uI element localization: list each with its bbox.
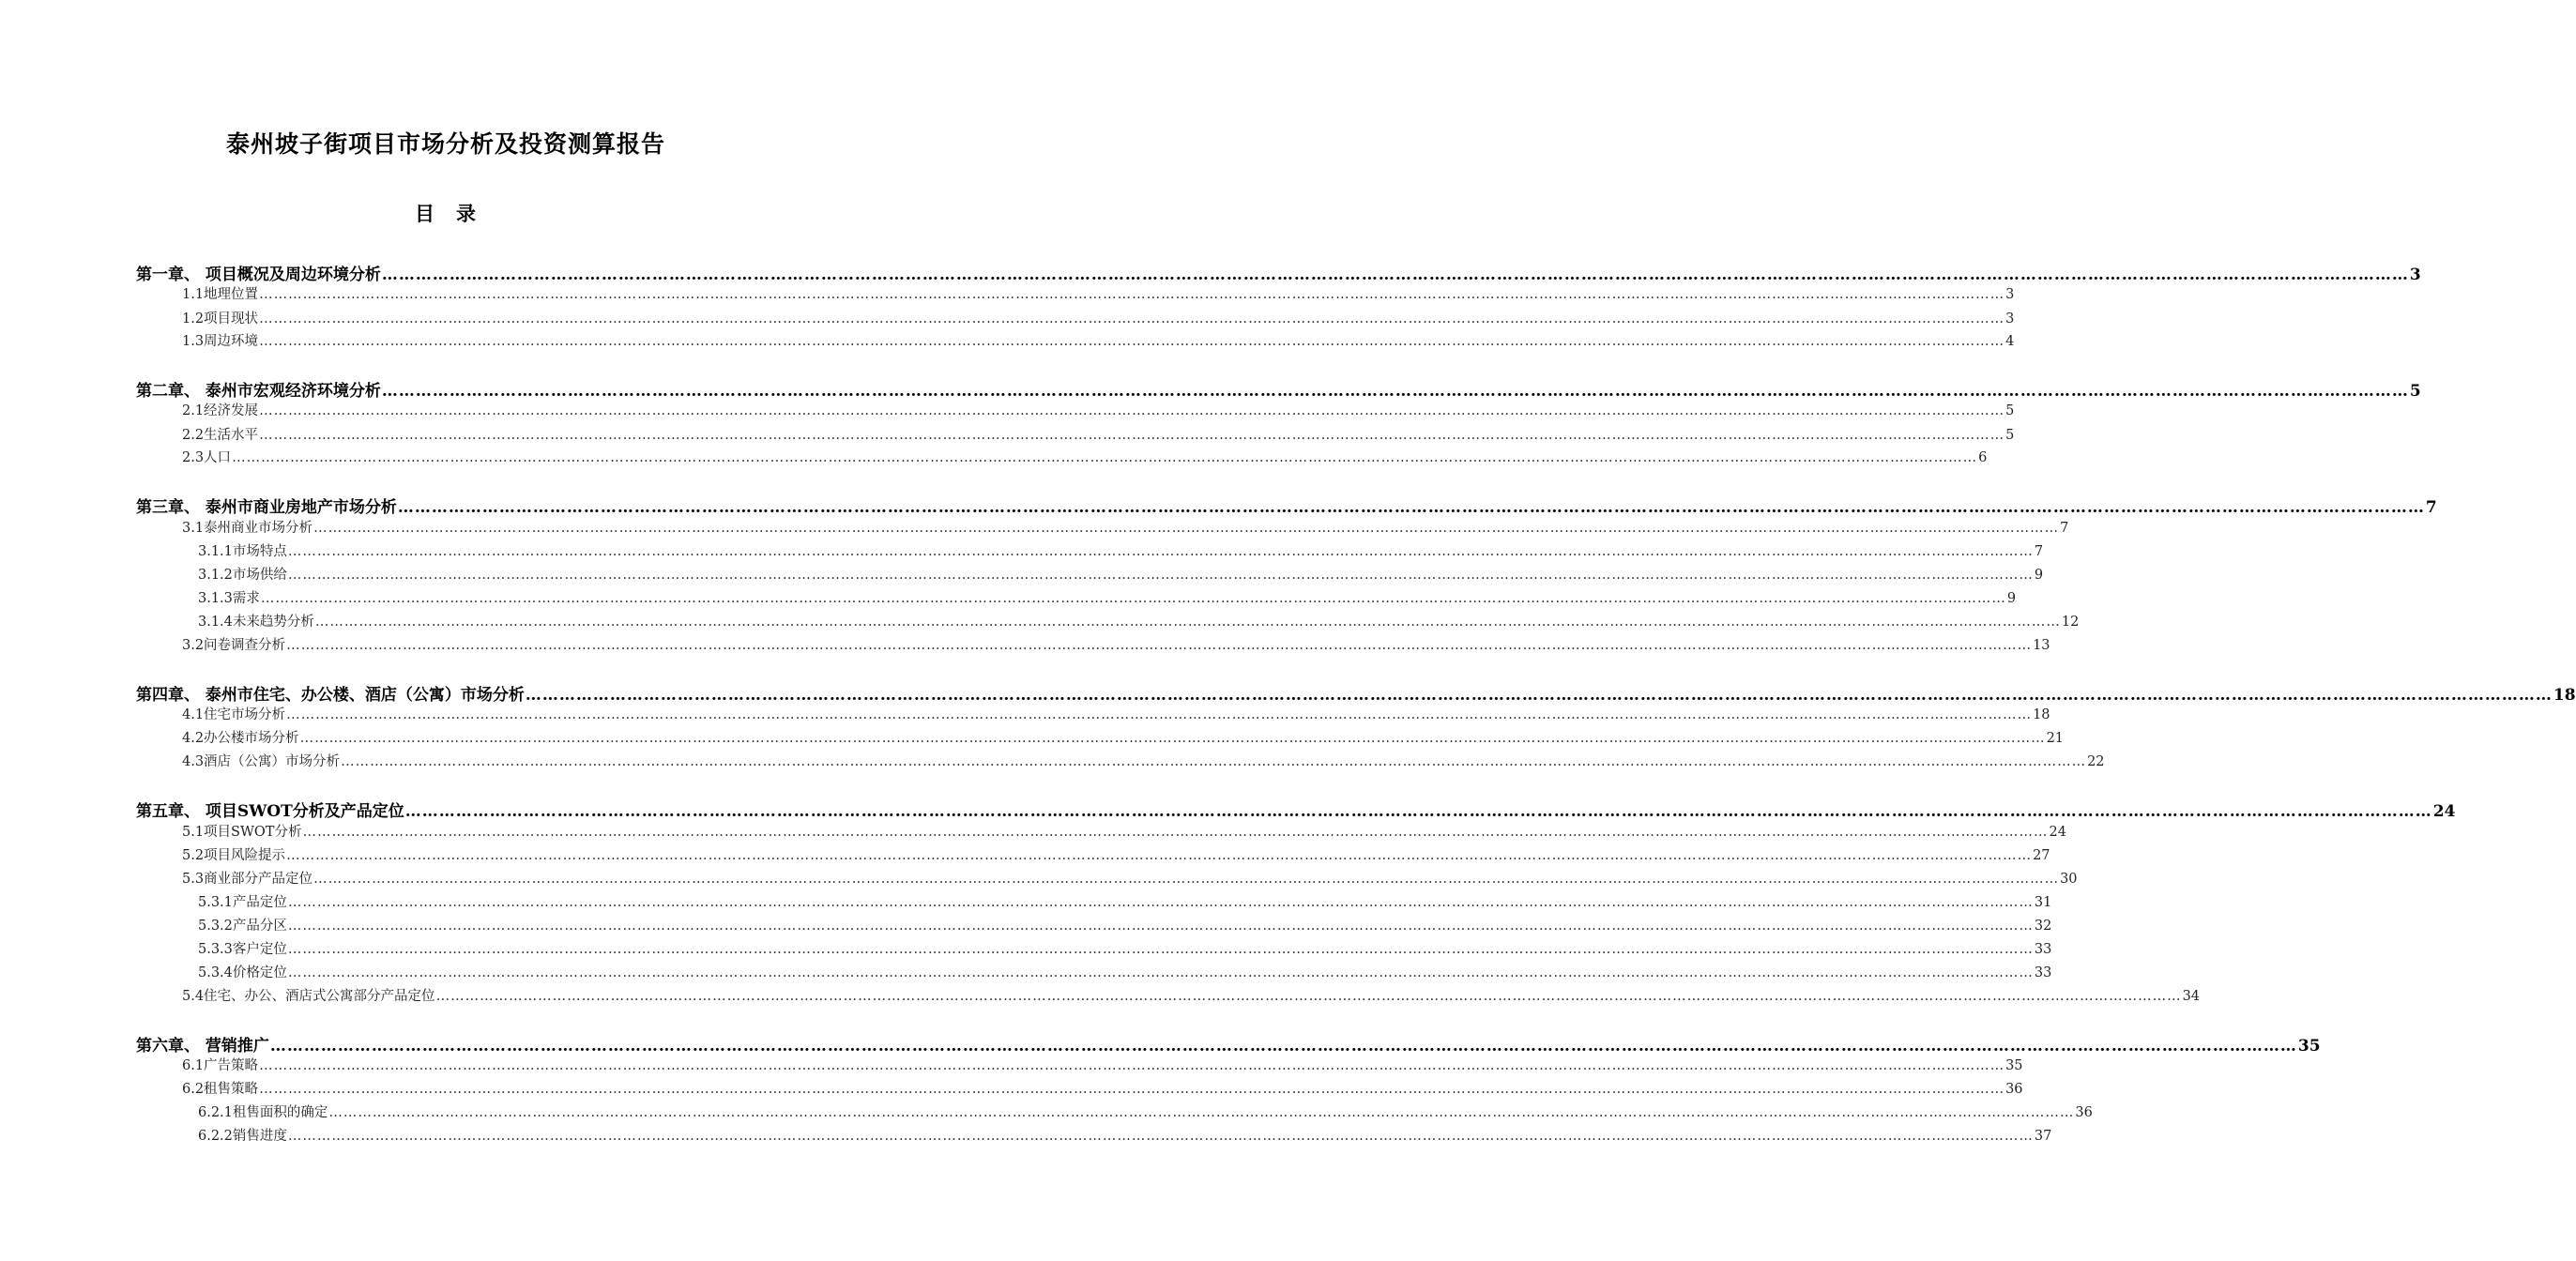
toc-entry-page-number: 13 (2033, 638, 2050, 653)
toc-section-entry[interactable] (182, 821, 2066, 841)
toc-heading-char-2: 录 (456, 202, 477, 225)
toc-leader-dots: ……………………………………………………………………………………………………………………………………………………………………………………………………………………………………………………………………………………………………………………………… (299, 731, 2046, 746)
toc-section-entry[interactable] (198, 540, 2044, 560)
toc-leader-dots: ……………………………………………………………………………………………………………………………………………………………………………………………………………………………………………………………………………………………………………………………… (313, 521, 2060, 536)
toc-entry-page-number: 9 (2006, 591, 2017, 606)
toc-entry-page-number: 12 (2061, 615, 2080, 630)
toc-leader-dots: ……………………………………………………………………………………………………………………………………………………………………………………………………………………………………………………………………………………………………………………………… (525, 686, 2553, 705)
toc-leader-dots: ……………………………………………………………………………………………………………………………………………………………………………………………………………………………………………………………………………………………………………………………… (381, 266, 2409, 284)
toc-entry-label: 5.3.2产品分区 (198, 919, 287, 934)
toc-entry-label: 3.1.2市场供给 (198, 568, 287, 583)
toc-section-entry[interactable] (182, 985, 2201, 1005)
toc-leader-dots: ……………………………………………………………………………………………………………………………………………………………………………………………………………………………………………………………………………………………………………………………… (286, 638, 2033, 653)
toc-entry-label: 第四章、 泰州市住宅、办公楼、酒店（公寓）市场分析 (136, 686, 525, 705)
toc-entry-page-number: 3 (2409, 266, 2421, 284)
toc-entry-label: 3.2问卷调查分析 (182, 638, 286, 653)
toc-entry-label: 2.3人口 (182, 450, 232, 465)
toc-section-entry[interactable] (198, 891, 2052, 911)
toc-entry-page-number: 3 (2005, 287, 2015, 302)
toc-entry-label: 5.1项目SWOT分析 (182, 825, 302, 840)
toc-section-entry[interactable] (182, 400, 2015, 419)
toc-leader-dots: ……………………………………………………………………………………………………………………………………………………………………………………………………………………………………………………………………………………………………………………………… (287, 895, 2034, 910)
toc-leader-dots: ……………………………………………………………………………………………………………………………………………………………………………………………………………………………………………………………………………………………………………………………… (286, 848, 2033, 863)
toc-chapter-entry[interactable] (136, 681, 2576, 705)
toc-leader-dots: ……………………………………………………………………………………………………………………………………………………………………………………………………………………………………………………………………………………………………………………………… (287, 965, 2034, 980)
toc-leader-dots: ……………………………………………………………………………………………………………………………………………………………………………………………………………………………………………………………………………………………………………………………… (269, 1037, 2297, 1056)
toc-section-entry[interactable] (182, 308, 2015, 327)
toc-entry-label: 第五章、 项目SWOT分析及产品定位 (136, 802, 404, 821)
toc-entry-page-number: 7 (2425, 498, 2437, 517)
toc-section-entry[interactable] (198, 938, 2052, 958)
toc-entry-page-number: 6 (1978, 450, 1988, 465)
toc-entry-label: 3.1.4未来趋势分析 (198, 615, 314, 630)
toc-leader-dots: ……………………………………………………………………………………………………………………………………………………………………………………………………………………………………………………………………………………………………………………………… (259, 334, 2005, 349)
toc-entry-label: 第一章、 项目概况及周边环境分析 (136, 266, 381, 284)
toc-leader-dots: ……………………………………………………………………………………………………………………………………………………………………………………………………………………………………………………………………………………………………………………………… (259, 428, 2005, 443)
toc-entry-page-number: 37 (2034, 1129, 2052, 1144)
toc-leader-dots: ……………………………………………………………………………………………………………………………………………………………………………………………………………………………………………………………………………………………………………………………… (341, 754, 2087, 769)
document-title: 泰州坡子街项目市场分析及投资测算报告 (225, 130, 665, 158)
toc-entry-page-number: 33 (2034, 965, 2052, 980)
toc-section-entry[interactable] (182, 704, 2050, 723)
toc-entry-label: 5.3.4价格定位 (198, 965, 287, 980)
toc-entry-label: 4.3酒店（公寓）市场分析 (182, 754, 341, 769)
toc-section-entry[interactable] (182, 517, 2069, 537)
toc-section-entry[interactable] (198, 915, 2052, 934)
toc-section-entry[interactable] (182, 283, 2015, 303)
toc-entry-label: 1.3周边环境 (182, 334, 259, 349)
toc-chapter-entry[interactable] (136, 494, 2437, 517)
toc-entry-page-number: 21 (2046, 731, 2065, 746)
toc-section-entry[interactable] (182, 634, 2050, 654)
toc-entry-page-number: 18 (2553, 686, 2576, 705)
toc-leader-dots: ……………………………………………………………………………………………………………………………………………………………………………………………………………………………………………………………………………………………………………………………… (314, 615, 2061, 630)
toc-entry-label: 第二章、 泰州市宏观经济环境分析 (136, 382, 381, 401)
toc-entry-page-number: 7 (2034, 544, 2044, 559)
toc-section-entry[interactable] (198, 611, 2080, 630)
toc-entry-label: 6.2.1租售面积的确定 (198, 1105, 328, 1120)
toc-entry-label: 5.3.1产品定位 (198, 895, 287, 910)
toc-leader-dots: ……………………………………………………………………………………………………………………………………………………………………………………………………………………………………………………………………………………………………………………………… (287, 544, 2034, 559)
toc-leader-dots: ……………………………………………………………………………………………………………………………………………………………………………………………………………………………………………………………………………………………………………………………… (260, 591, 2006, 606)
toc-entry-label: 5.4住宅、办公、酒店式公寓部分产品定位 (182, 989, 435, 1004)
toc-entry-label: 6.1广告策略 (182, 1058, 259, 1073)
toc-entry-label: 5.3商业部分产品定位 (182, 872, 313, 887)
toc-section-entry[interactable] (182, 447, 1988, 466)
toc-leader-dots: ……………………………………………………………………………………………………………………………………………………………………………………………………………………………………………………………………………………………………………………………… (313, 872, 2060, 887)
toc-entry-page-number: 5 (2005, 403, 2015, 418)
toc-leader-dots: ……………………………………………………………………………………………………………………………………………………………………………………………………………………………………………………………………………………………………………………………… (287, 919, 2034, 934)
toc-entry-page-number: 34 (2182, 989, 2201, 1004)
toc-leader-dots: ……………………………………………………………………………………………………………………………………………………………………………………………………………………………………………………………………………………………………………………………… (259, 1082, 2005, 1097)
toc-entry-label: 6.2.2销售进度 (198, 1129, 287, 1144)
toc-entry-page-number: 9 (2034, 568, 2044, 583)
toc-entry-page-number: 24 (2432, 802, 2456, 821)
toc-entry-page-number: 36 (2005, 1082, 2023, 1097)
toc-entry-page-number: 24 (2049, 825, 2066, 840)
toc-entry-page-number: 35 (2005, 1058, 2023, 1073)
toc-leader-dots: ……………………………………………………………………………………………………………………………………………………………………………………………………………………………………………………………………………………………………………………………… (259, 1058, 2005, 1073)
toc-leader-dots: ……………………………………………………………………………………………………………………………………………………………………………………………………………………………………………………………………………………………………………………………… (232, 450, 1978, 465)
toc-entry-label: 4.1住宅市场分析 (182, 707, 286, 722)
toc-entry-label: 3.1.1市场特点 (198, 544, 287, 559)
toc-leader-dots: ……………………………………………………………………………………………………………………………………………………………………………………………………………………………………………………………………………………………………………………………… (259, 403, 2005, 418)
toc-section-entry[interactable] (182, 727, 2065, 747)
toc-section-entry[interactable] (198, 587, 2017, 607)
toc-entry-label: 2.2生活水平 (182, 428, 259, 443)
toc-section-entry[interactable] (182, 868, 2078, 888)
toc-entry-page-number: 36 (2075, 1105, 2093, 1120)
toc-entry-label: 第三章、 泰州市商业房地产市场分析 (136, 498, 397, 517)
toc-entry-page-number: 33 (2034, 942, 2052, 957)
toc-entry-page-number: 32 (2034, 919, 2052, 934)
toc-entry-page-number: 5 (2409, 382, 2421, 401)
toc-entry-label: 5.2项目风险提示 (182, 848, 286, 863)
toc-section-entry[interactable] (198, 1125, 2052, 1145)
toc-section-entry[interactable] (198, 1101, 2093, 1121)
toc-chapter-entry[interactable] (136, 1032, 2321, 1056)
toc-entry-page-number: 22 (2087, 754, 2105, 769)
toc-entry-page-number: 5 (2005, 428, 2015, 443)
toc-entry-page-number: 7 (2060, 521, 2069, 536)
toc-entry-page-number: 30 (2060, 872, 2078, 887)
toc-entry-page-number: 31 (2034, 895, 2052, 910)
toc-heading-char-1: 目 (415, 202, 435, 225)
toc-section-entry[interactable] (182, 1055, 2023, 1074)
toc-chapter-entry[interactable] (136, 261, 2421, 284)
toc-section-entry[interactable] (182, 424, 2015, 444)
toc-leader-dots: ……………………………………………………………………………………………………………………………………………………………………………………………………………………………………………………………………………………………………………………………… (287, 568, 2034, 583)
toc-entry-label: 3.1泰州商业市场分析 (182, 521, 313, 536)
toc-entry-page-number: 27 (2033, 848, 2050, 863)
toc-section-entry[interactable] (182, 844, 2050, 864)
toc-entry-label: 4.2办公楼市场分析 (182, 731, 299, 746)
toc-leader-dots: ……………………………………………………………………………………………………………………………………………………………………………………………………………………………………………………………………………………………………………………………… (381, 382, 2409, 401)
toc-entry-page-number: 4 (2005, 334, 2015, 349)
toc-entry-page-number: 35 (2297, 1037, 2321, 1056)
toc-leader-dots: ……………………………………………………………………………………………………………………………………………………………………………………………………………………………………………………………………………………………………………………………… (302, 825, 2049, 840)
toc-leader-dots: ……………………………………………………………………………………………………………………………………………………………………………………………………………………………………………………………………………………………………………………………… (286, 707, 2033, 722)
toc-section-entry[interactable] (182, 330, 2015, 350)
toc-section-entry[interactable] (198, 564, 2044, 584)
toc-entry-label: 3.1.3需求 (198, 591, 260, 606)
toc-chapter-entry[interactable] (136, 377, 2421, 401)
toc-leader-dots: ……………………………………………………………………………………………………………………………………………………………………………………………………………………………………………………………………………………………………………………………… (435, 989, 2182, 1004)
toc-section-entry[interactable] (182, 751, 2105, 770)
toc-entry-label: 1.2项目现状 (182, 311, 259, 327)
toc-leader-dots: ……………………………………………………………………………………………………………………………………………………………………………………………………………………………………………………………………………………………………………………………… (259, 311, 2005, 327)
toc-entry-label: 6.2租售策略 (182, 1082, 259, 1097)
toc-entry-label: 第六章、 营销推广 (136, 1037, 269, 1056)
toc-section-entry[interactable] (198, 962, 2052, 981)
toc-leader-dots: ……………………………………………………………………………………………………………………………………………………………………………………………………………………………………………………………………………………………………………………………… (287, 942, 2034, 957)
toc-leader-dots: ……………………………………………………………………………………………………………………………………………………………………………………………………………………………………………………………………………………………………………………………… (397, 498, 2425, 517)
toc-leader-dots: ……………………………………………………………………………………………………………………………………………………………………………………………………………………………………………………………………………………………………………………………… (259, 287, 2005, 302)
toc-entry-label: 5.3.3客户定位 (198, 942, 287, 957)
toc-entry-page-number: 18 (2033, 707, 2050, 722)
toc-leader-dots: ……………………………………………………………………………………………………………………………………………………………………………………………………………………………………………………………………………………………………………………………… (287, 1129, 2034, 1144)
toc-leader-dots: ……………………………………………………………………………………………………………………………………………………………………………………………………………………………………………………………………………………………………………………………… (328, 1105, 2075, 1120)
toc-entry-label: 2.1经济发展 (182, 403, 259, 418)
toc-section-entry[interactable] (182, 1078, 2023, 1098)
toc-entry-label: 1.1地理位置 (182, 287, 259, 302)
toc-chapter-entry[interactable] (136, 798, 2456, 821)
toc-entry-page-number: 3 (2005, 311, 2015, 327)
toc-leader-dots: ……………………………………………………………………………………………………………………………………………………………………………………………………………………………………………………………………………………………………………………………… (404, 802, 2432, 821)
